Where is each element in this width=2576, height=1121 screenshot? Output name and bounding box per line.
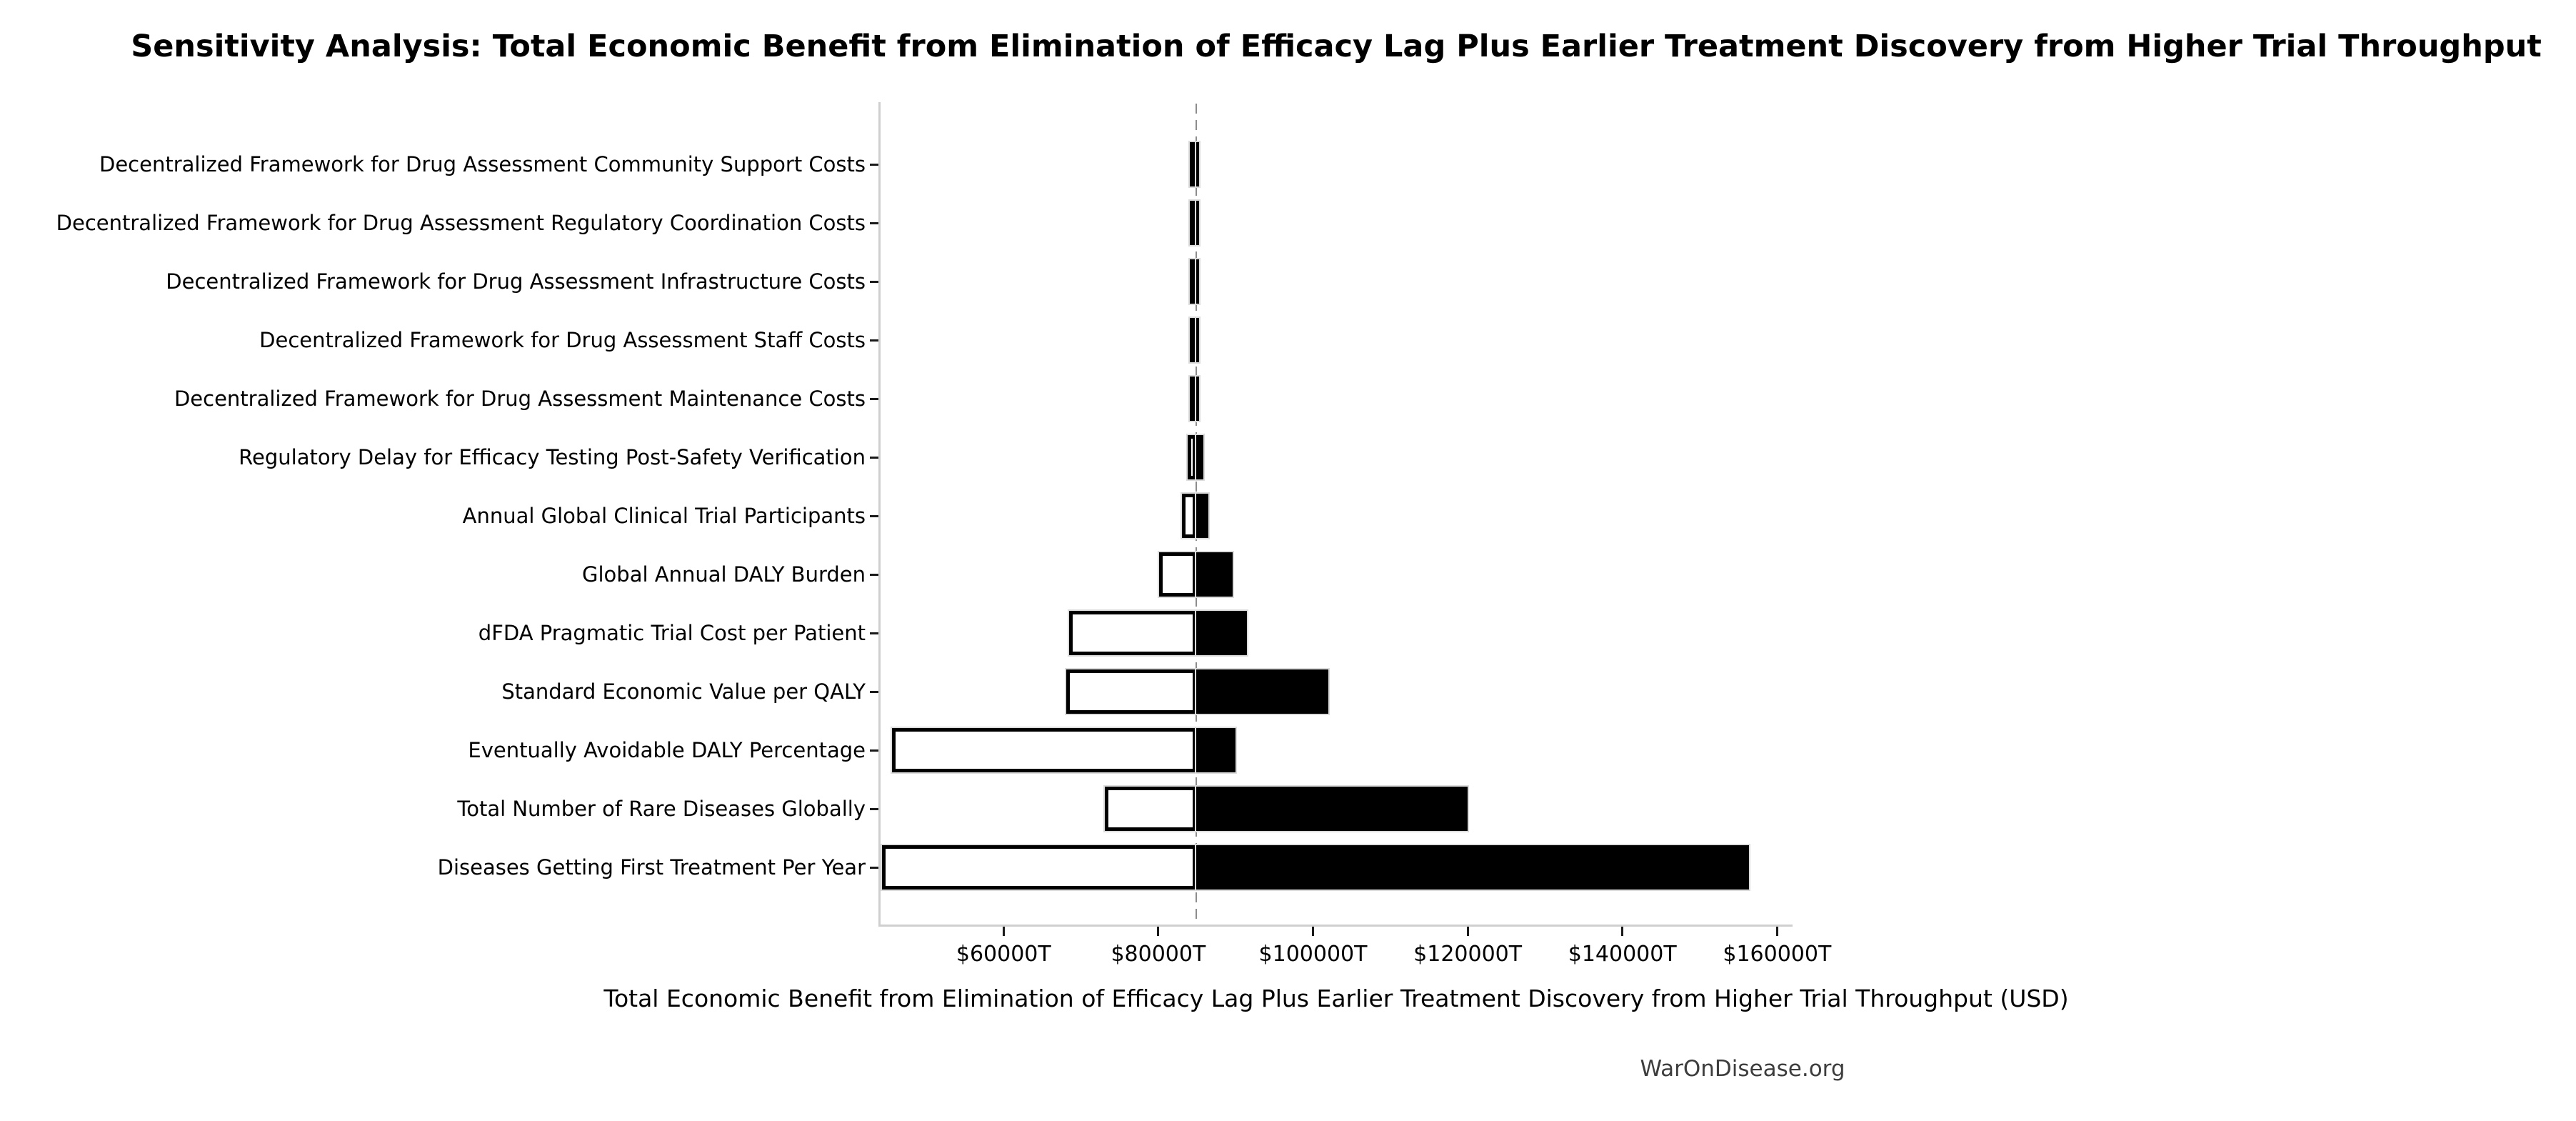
y-axis-label: dFDA Pragmatic Trial Cost per Patient — [478, 621, 866, 645]
x-tick-label: $160000T — [1723, 942, 1832, 967]
bar-high-7 — [1196, 552, 1233, 597]
y-tick — [870, 574, 878, 576]
y-tick — [870, 398, 878, 400]
bar-high-12 — [1196, 845, 1749, 890]
bar-low-11 — [1105, 787, 1196, 831]
y-tick — [870, 691, 878, 693]
y-tick — [870, 164, 878, 166]
bar-high-3 — [1196, 318, 1199, 362]
x-axis-spine — [878, 925, 1793, 927]
x-tick — [1312, 927, 1314, 936]
x-tick — [1003, 927, 1005, 936]
y-axis-label: Decentralized Framework for Drug Assessment Infrastructure Costs — [166, 269, 866, 294]
y-axis-label: Annual Global Clinical Trial Participants — [462, 504, 866, 528]
bar-low-9 — [1066, 669, 1196, 714]
x-tick-label: $80000T — [1111, 942, 1206, 967]
y-axis-spine — [878, 102, 881, 927]
bar-low-10 — [892, 728, 1196, 772]
footer-watermark: WarOnDisease.org — [1640, 1056, 1845, 1082]
bar-high-9 — [1196, 669, 1328, 714]
y-tick — [870, 457, 878, 459]
bar-low-8 — [1069, 611, 1196, 655]
x-axis-title: Total Economic Benefit from Elimination of Efficacy Lag Plus Earlier Treatment Discovery from Higher Trial Throughput (USD) — [603, 985, 2069, 1012]
y-tick — [870, 339, 878, 342]
bar-high-4 — [1196, 377, 1199, 421]
bar-low-7 — [1159, 552, 1196, 597]
y-tick — [870, 808, 878, 810]
y-tick — [870, 222, 878, 224]
y-tick — [870, 632, 878, 634]
y-axis-label: Regulatory Delay for Efficacy Testing Post-Safety Verification — [239, 445, 866, 469]
y-axis-label: Standard Economic Value per QALY — [501, 679, 866, 704]
y-tick — [870, 867, 878, 869]
y-axis-label: Diseases Getting First Treatment Per Year — [437, 855, 866, 880]
bar-high-1 — [1196, 201, 1199, 245]
x-tick — [1776, 927, 1778, 936]
y-tick — [870, 749, 878, 752]
y-axis-label: Global Annual DALY Burden — [582, 562, 866, 587]
y-axis-label: Total Number of Rare Diseases Globally — [457, 797, 866, 821]
bar-high-8 — [1196, 611, 1247, 655]
y-axis-label: Decentralized Framework for Drug Assessment Regulatory Coordination Costs — [56, 211, 866, 235]
bar-high-5 — [1196, 435, 1203, 479]
y-axis-label: Decentralized Framework for Drug Assessment Maintenance Costs — [174, 387, 866, 411]
y-tick — [870, 515, 878, 517]
y-axis-label: Decentralized Framework for Drug Assessment Community Support Costs — [99, 152, 866, 176]
x-tick-label: $60000T — [956, 942, 1051, 967]
x-tick-label: $120000T — [1413, 942, 1523, 967]
bar-high-11 — [1196, 787, 1468, 831]
bar-high-6 — [1196, 494, 1208, 538]
x-tick-label: $100000T — [1258, 942, 1368, 967]
x-tick — [1467, 927, 1469, 936]
bar-high-2 — [1196, 259, 1199, 304]
y-tick — [870, 281, 878, 283]
bar-low-5 — [1188, 435, 1196, 479]
x-tick — [1157, 927, 1159, 936]
bar-high-10 — [1196, 728, 1236, 772]
y-axis-label: Eventually Avoidable DALY Percentage — [468, 738, 866, 762]
bar-low-12 — [882, 845, 1196, 890]
x-tick — [1621, 927, 1623, 936]
y-axis-label: Decentralized Framework for Drug Assessment Staff Costs — [259, 328, 866, 352]
bar-high-0 — [1196, 142, 1199, 186]
x-tick-label: $140000T — [1568, 942, 1677, 967]
bar-low-6 — [1182, 494, 1196, 538]
chart-title: Sensitivity Analysis: Total Economic Benefit from Elimination of Efficacy Lag Plus Earlier Treatment Discovery from Higher Trial Throughput — [131, 29, 2542, 64]
